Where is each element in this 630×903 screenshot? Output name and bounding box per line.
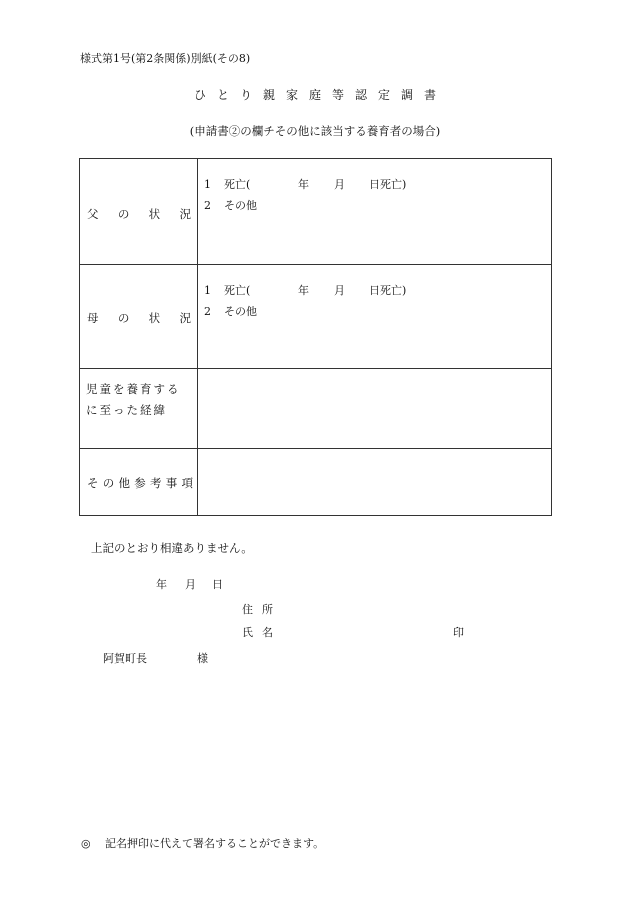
- option-number: 1: [204, 178, 211, 191]
- option-label: その他: [224, 305, 257, 318]
- name-label: 氏名: [242, 626, 282, 639]
- date-year-label: 年: [156, 578, 167, 591]
- footnote-text: 記名押印に代えて署名することができます。: [105, 837, 325, 850]
- mother-death-day-label: 日死亡): [369, 284, 407, 297]
- seal-mark: 印: [453, 626, 464, 639]
- document-subtitle: (申請書②の欄チその他に該当する養育者の場合): [189, 124, 441, 138]
- father-death-day-label: 日死亡): [369, 178, 407, 191]
- notes-field[interactable]: [198, 449, 551, 515]
- father-death-month-label: 月: [334, 178, 345, 191]
- double-circle-icon: ◎: [81, 837, 91, 850]
- father-status-label-cell: [80, 159, 198, 264]
- label-char: 況: [179, 311, 191, 325]
- mother-status-field[interactable]: [198, 265, 551, 368]
- mother-option-deceased[interactable]: [204, 282, 250, 298]
- certification-table: [79, 158, 552, 516]
- footnote: [81, 835, 324, 851]
- mother-status-label: [87, 310, 191, 326]
- circumstances-field[interactable]: [198, 369, 551, 448]
- father-status-row: [80, 159, 551, 265]
- addressee-honorific: 様: [197, 652, 208, 665]
- label-char: 他: [118, 476, 130, 490]
- option-number: 2: [204, 305, 211, 318]
- label-char: 項: [181, 476, 193, 490]
- circumstances-row: [80, 369, 551, 449]
- option-label: 死亡(: [224, 284, 251, 297]
- label-char: 状: [148, 311, 161, 325]
- father-option-deceased[interactable]: [204, 176, 250, 192]
- option-number: 2: [204, 199, 211, 212]
- label-char: 父: [87, 207, 99, 221]
- label-char: 考: [150, 476, 162, 490]
- circumstances-label: 児童を養育するに至った経緯: [86, 382, 181, 417]
- date-day-label: 日: [212, 578, 223, 591]
- mother-status-row: [80, 265, 551, 369]
- label-char: 況: [179, 207, 191, 221]
- mother-status-label-cell: [80, 265, 198, 368]
- father-death-year-label: 年: [298, 178, 309, 191]
- label-char: 参: [134, 476, 146, 490]
- notes-label-cell: [80, 449, 198, 515]
- mother-death-month-label: 月: [334, 284, 345, 297]
- label-char: そ: [87, 476, 99, 490]
- option-number: 1: [204, 284, 211, 297]
- mother-option-other[interactable]: [204, 303, 257, 319]
- father-status-label: [87, 206, 191, 222]
- label-char: 母: [87, 311, 99, 325]
- date-month-label: 月: [185, 578, 196, 591]
- form-id: 様式第1号(第2条関係)別紙(その8): [80, 52, 251, 65]
- affirmation-statement: 上記のとおり相違ありません。: [91, 541, 253, 555]
- label-char: の: [102, 476, 115, 490]
- label-char: の: [117, 207, 130, 221]
- label-char: 事: [165, 476, 178, 490]
- document-title: ひとり親家庭等認定調書: [193, 88, 447, 102]
- label-char: の: [117, 311, 130, 325]
- option-label: 死亡(: [224, 178, 251, 191]
- option-label: その他: [224, 199, 257, 212]
- father-option-other[interactable]: [204, 197, 257, 213]
- father-status-field[interactable]: [198, 159, 551, 264]
- notes-row: [80, 449, 551, 515]
- addressee-name: 阿賀町長: [103, 652, 147, 665]
- circumstances-label-cell: [80, 369, 198, 448]
- notes-label: [87, 475, 193, 491]
- mother-death-year-label: 年: [298, 284, 309, 297]
- label-char: 状: [148, 207, 161, 221]
- address-label: 住所: [242, 603, 282, 616]
